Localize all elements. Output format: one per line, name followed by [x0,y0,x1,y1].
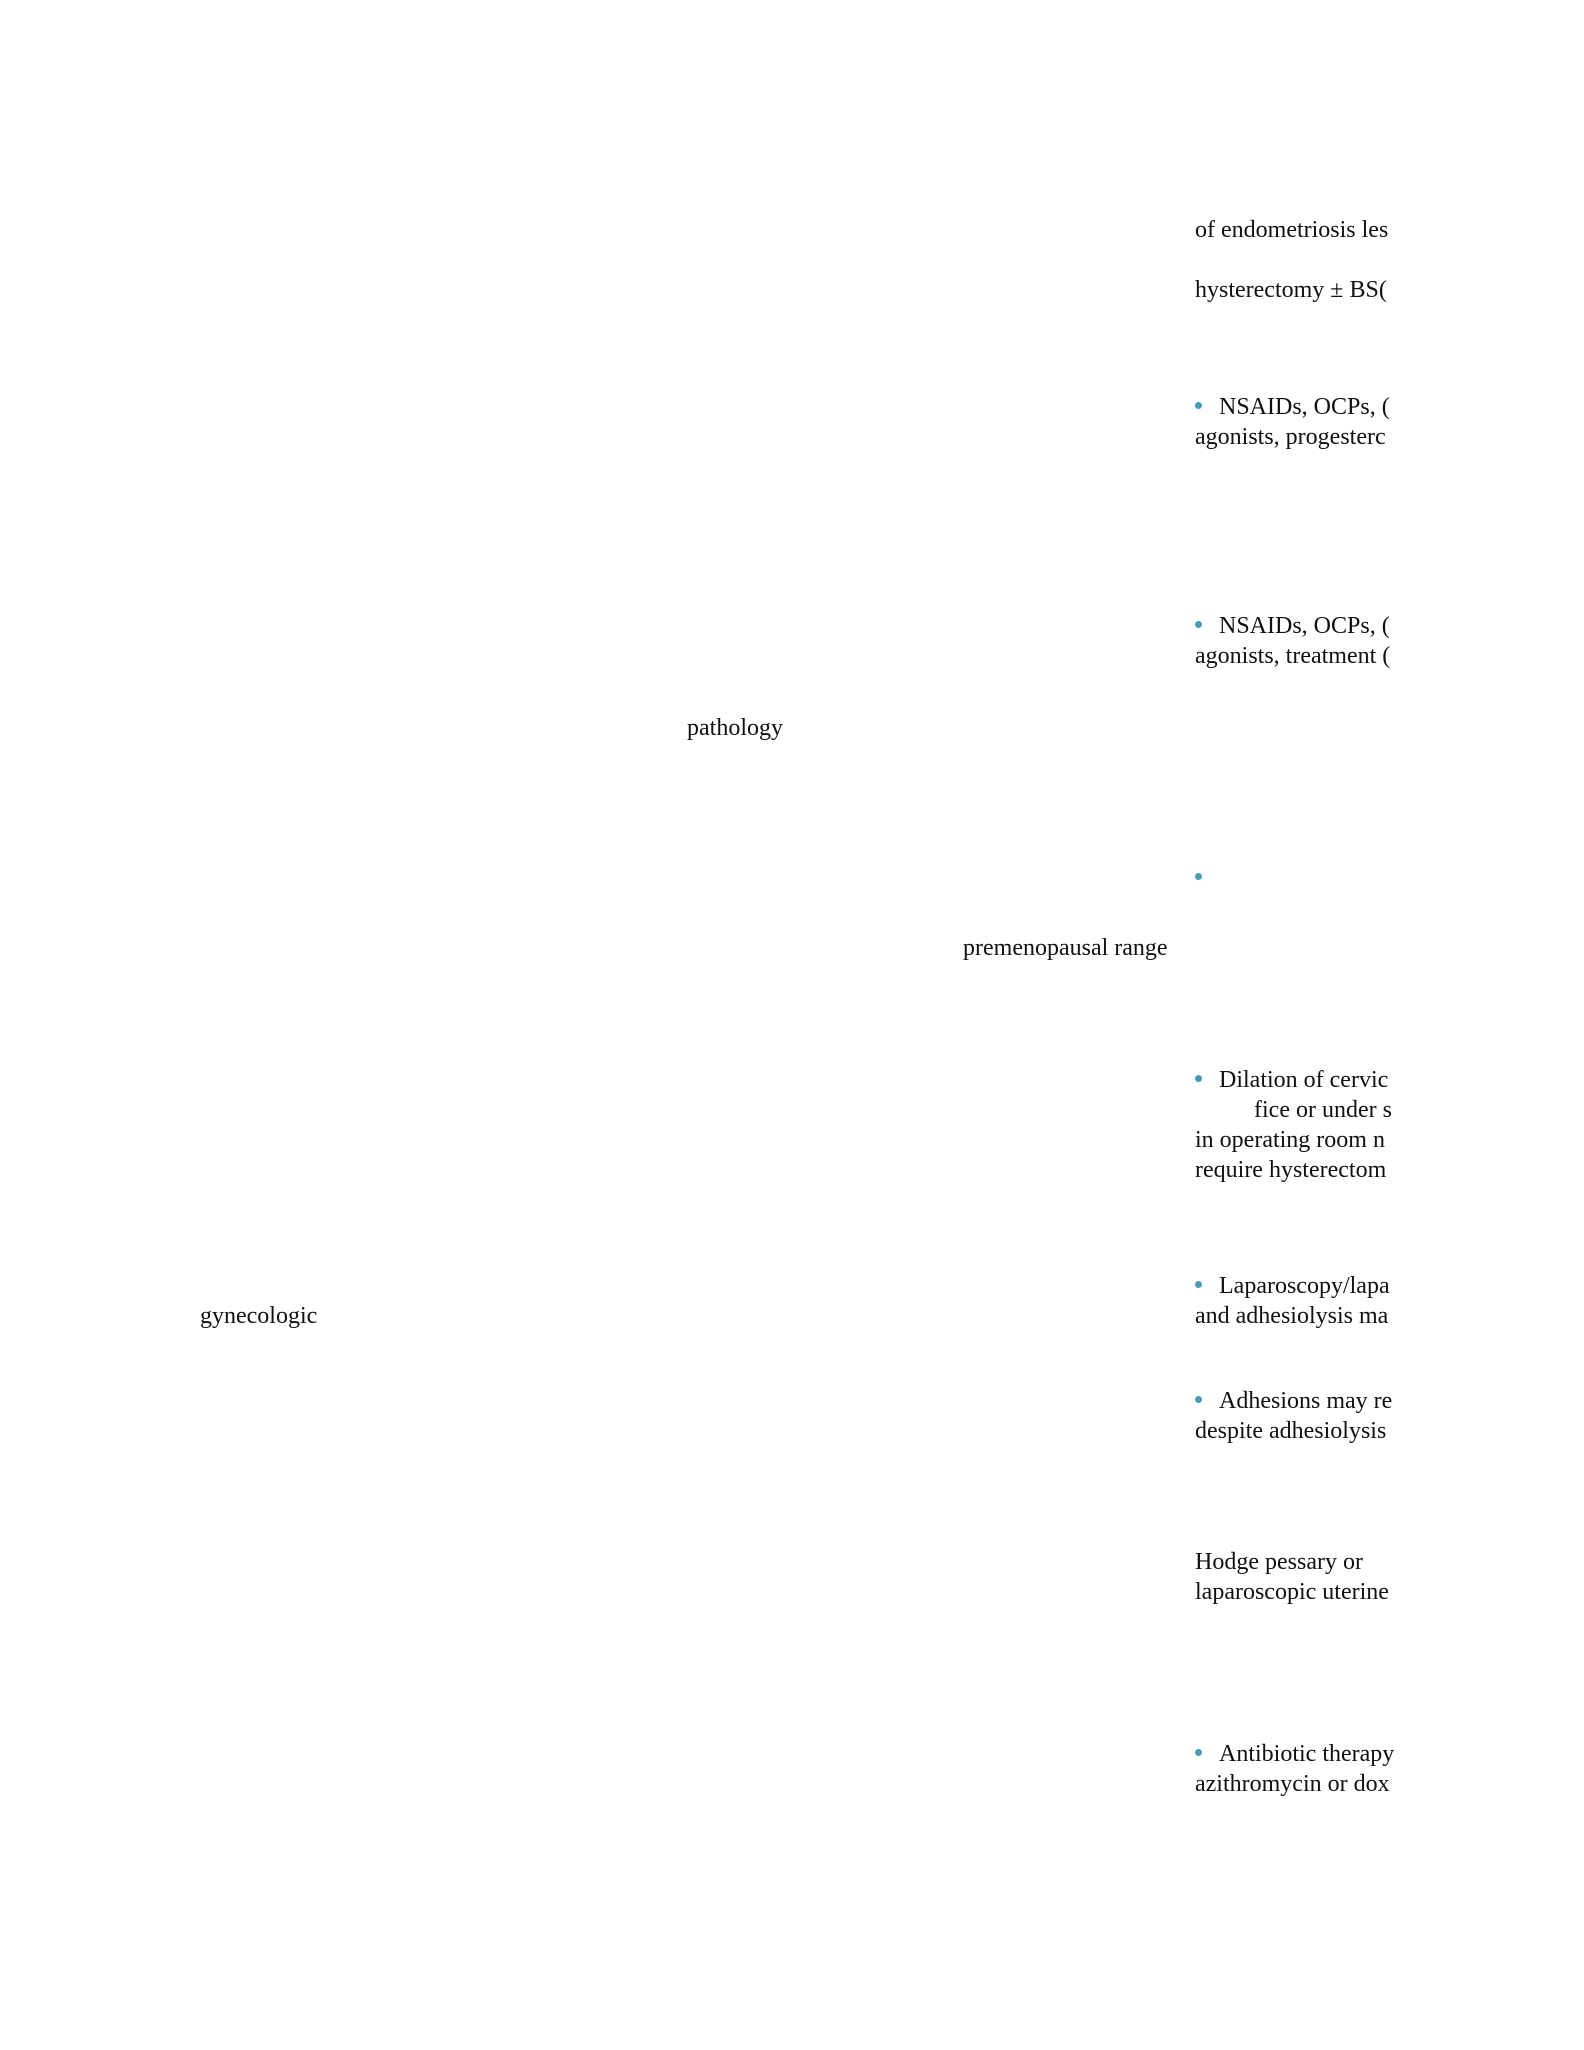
bullet-icon [1195,1281,1202,1288]
bullet-icon [1195,873,1202,880]
bullet-icon [1195,402,1202,409]
bullet-icon [1195,1075,1202,1082]
text-endometriosis-lesions: of endometriosis les [1195,217,1389,243]
text-hodge-pessary: Hodge pessary or laparoscopic uterine [1195,1549,1389,1605]
list-item-empty [1195,863,1400,893]
bullet-icon [1195,621,1202,628]
list-item-nsaids-progesterone: NSAIDs, OCPs, ( agonists, progesterc [1195,394,1390,450]
list-item-antibiotic: Antibiotic therapy azithromycin or dox [1195,1741,1395,1797]
list-item-laparoscopy: Laparoscopy/lapa and adhesiolysis ma [1195,1273,1390,1329]
label-pathology: pathology [687,715,783,741]
bullet-icon [1195,1749,1202,1756]
label-gynecologic: gynecologic [200,1303,318,1329]
list-item-dilation: Dilation of cervic fice or under s in operating room n require hysterectom [1195,1067,1392,1183]
list-item-adhesions: Adhesions may re despite adhesiolysis [1195,1388,1393,1444]
label-premenopausal-range: premenopausal range [963,935,1168,961]
text-hysterectomy-bso: hysterectomy ± BS( [1195,277,1387,303]
list-item-nsaids-treatment: NSAIDs, OCPs, ( agonists, treatment ( [1195,613,1391,669]
bullet-icon [1195,1396,1202,1403]
